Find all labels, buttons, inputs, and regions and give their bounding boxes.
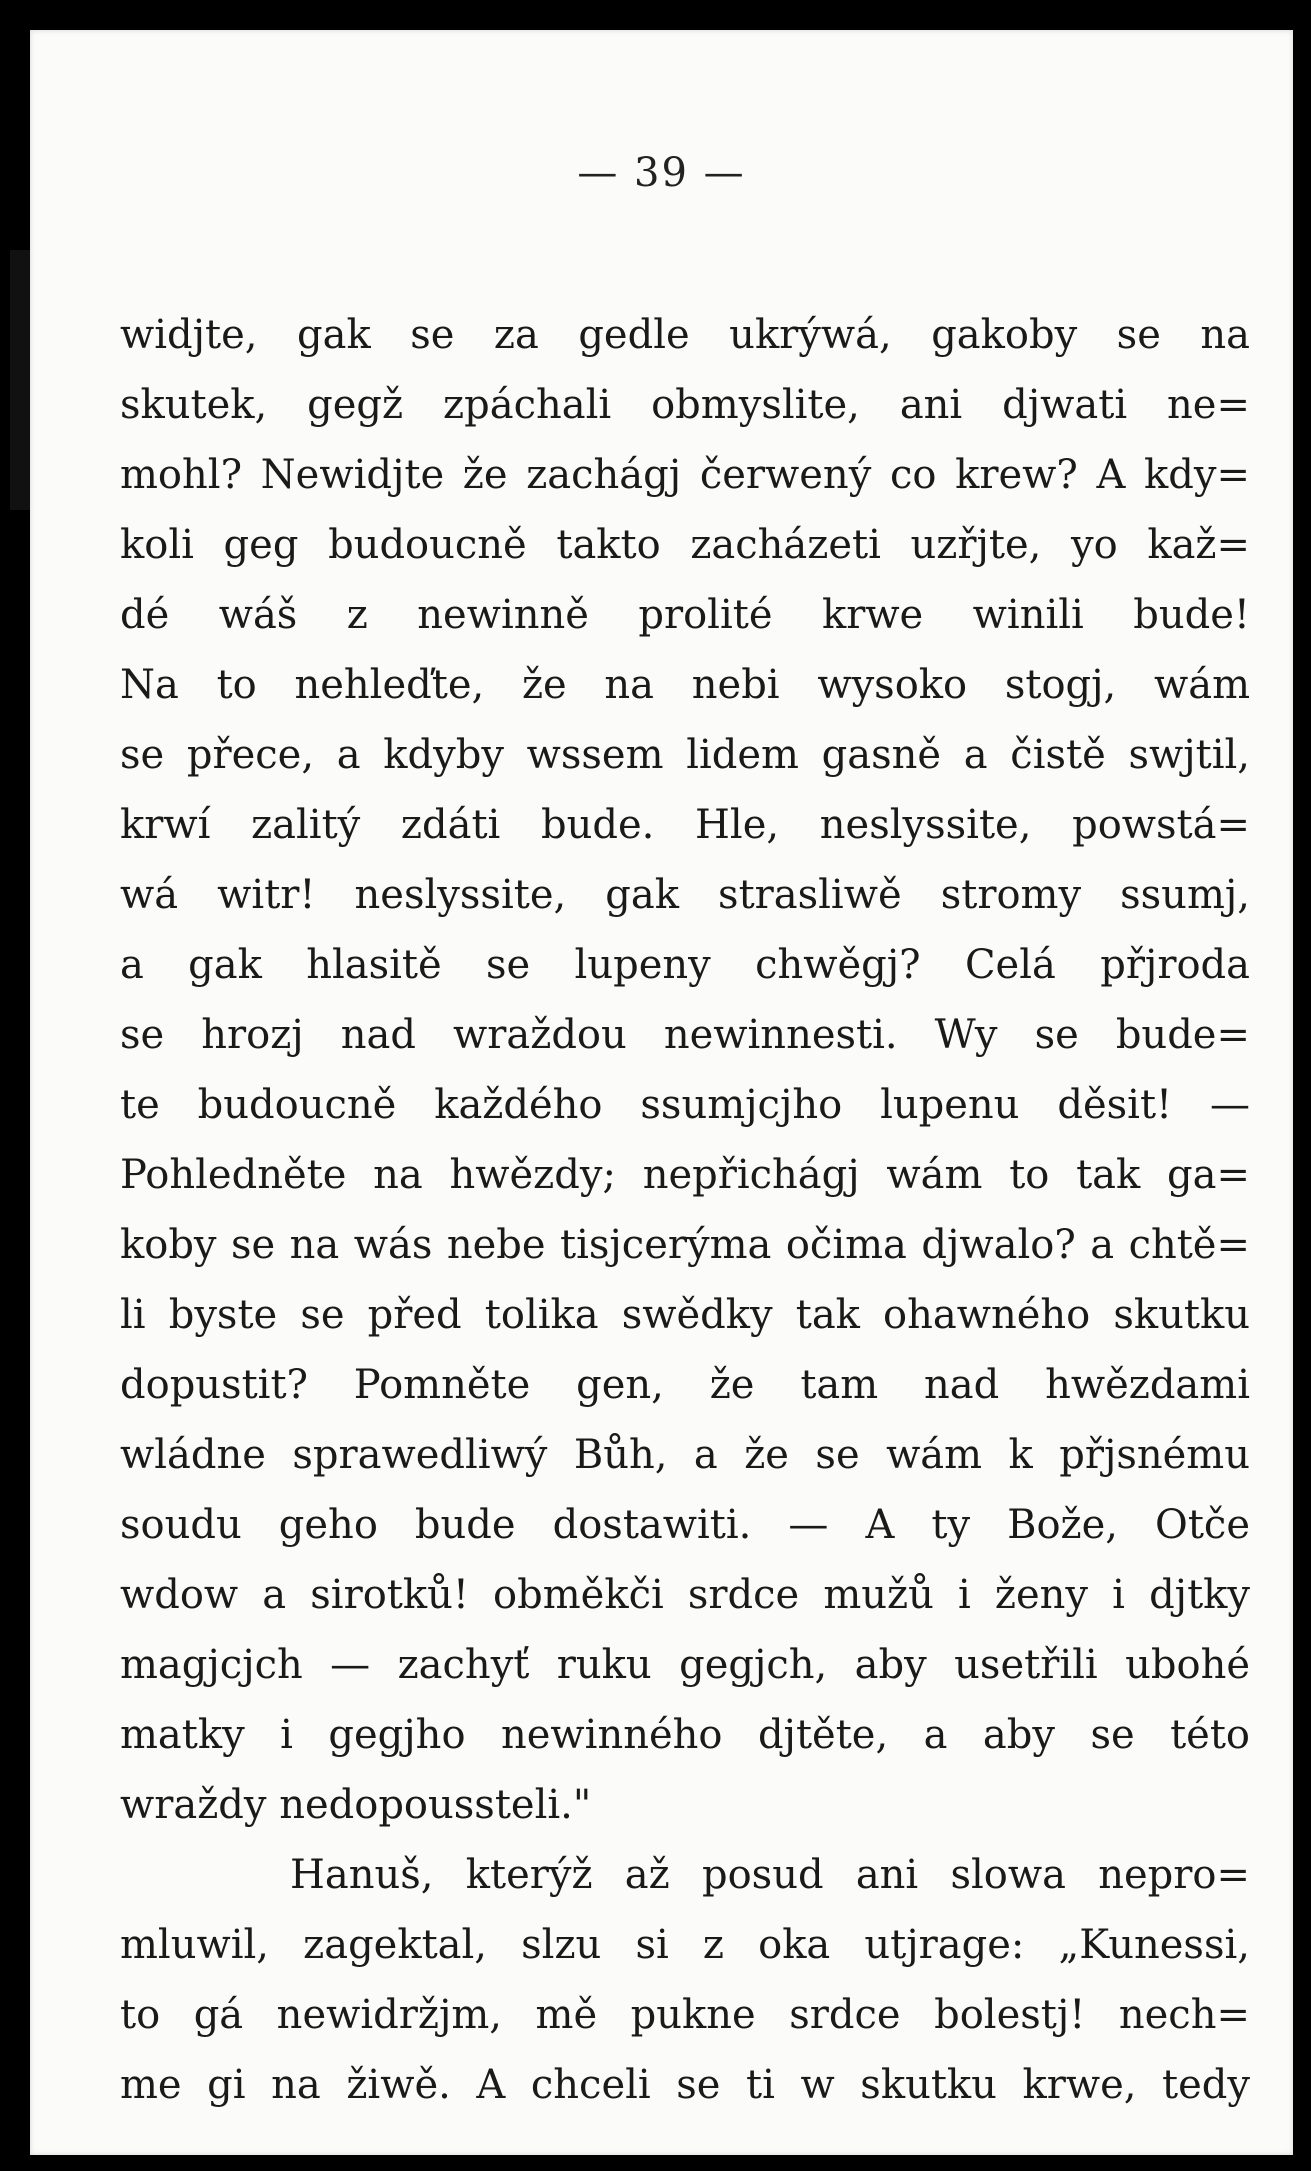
text-line: dopustit? Pomněte gen, že tam nad hwězdami: [120, 1362, 1250, 1408]
book-spine-shadow: [10, 250, 30, 510]
text-line: dé wáš z newinně prolité krwe winili bude!: [120, 592, 1250, 638]
text-line: se přece, a kdyby wssem lidem gasně a čistě swjtil,: [120, 732, 1250, 778]
text-line: to gá newidržjm, mě pukne srdce bolestj! nech=: [120, 1992, 1250, 2038]
text-line: widjte, gak se za gedle ukrýwá, gakoby se na: [120, 312, 1250, 358]
text-line: wládne sprawedliwý Bůh, a že se wám k přjsnému: [120, 1432, 1250, 1478]
paragraph: [120, 1840, 1250, 2120]
body-text: [120, 300, 1250, 2120]
text-line: koli geg budoucně takto zacházeti uzřjte, yo kaž=: [120, 522, 1250, 568]
text-line: me gi na žiwě. A chceli se ti w skutku krwe, tedy: [120, 2062, 1250, 2108]
page-number: — 39 —: [577, 150, 746, 196]
text-line: magjcjch — zachyť ruku gegjch, aby usetřili ubohé: [120, 1642, 1250, 1688]
paragraph: [120, 300, 1250, 1840]
text-line: mluwil, zagektal, slzu si z oka utjrage: „Kunessi,: [120, 1922, 1250, 1968]
text-line: matky i gegjho newinného djtěte, a aby se této: [120, 1712, 1250, 1758]
text-line: Na to nehleďte, že na nebi wysoko stogj, wám: [120, 662, 1250, 708]
text-line: mohl? Newidjte že zachágj čerwený co krew? A kdy=: [120, 452, 1250, 498]
text-line: skutek, gegž zpáchali obmyslite, ani djwati ne=: [120, 382, 1250, 428]
text-line: Pohledněte na hwězdy; nepřichágj wám to tak ga=: [120, 1152, 1250, 1198]
text-line: te budoucně každého ssumjcjho lupenu děsit! —: [120, 1082, 1250, 1128]
text-line: a gak hlasitě se lupeny chwěgj? Celá přjroda: [120, 942, 1250, 988]
book-page: [30, 30, 1293, 2155]
text-line: wdow a sirotků! obměkči srdce mužů i ženy i djtky: [120, 1572, 1250, 1618]
text-line: li byste se před tolika swědky tak ohawného skutku: [120, 1292, 1250, 1338]
text-line: wá witr! neslyssite, gak strasliwě stromy ssumj,: [120, 872, 1250, 918]
text-line: wraždy nedopoussteli.": [120, 1782, 592, 1828]
text-line: krwí zalitý zdáti bude. Hle, neslyssite, powstá=: [120, 802, 1250, 848]
text-line: koby se na wás nebe tisjcerýma očima djwalo? a chtě=: [120, 1222, 1250, 1268]
text-line: soudu geho bude dostawiti. — A ty Bože, Otče: [120, 1502, 1250, 1548]
text-line: Hanuš, kterýž až posud ani slowa nepro=: [290, 1852, 1250, 1898]
text-line: se hrozj nad wraždou newinnesti. Wy se bude=: [120, 1012, 1250, 1058]
